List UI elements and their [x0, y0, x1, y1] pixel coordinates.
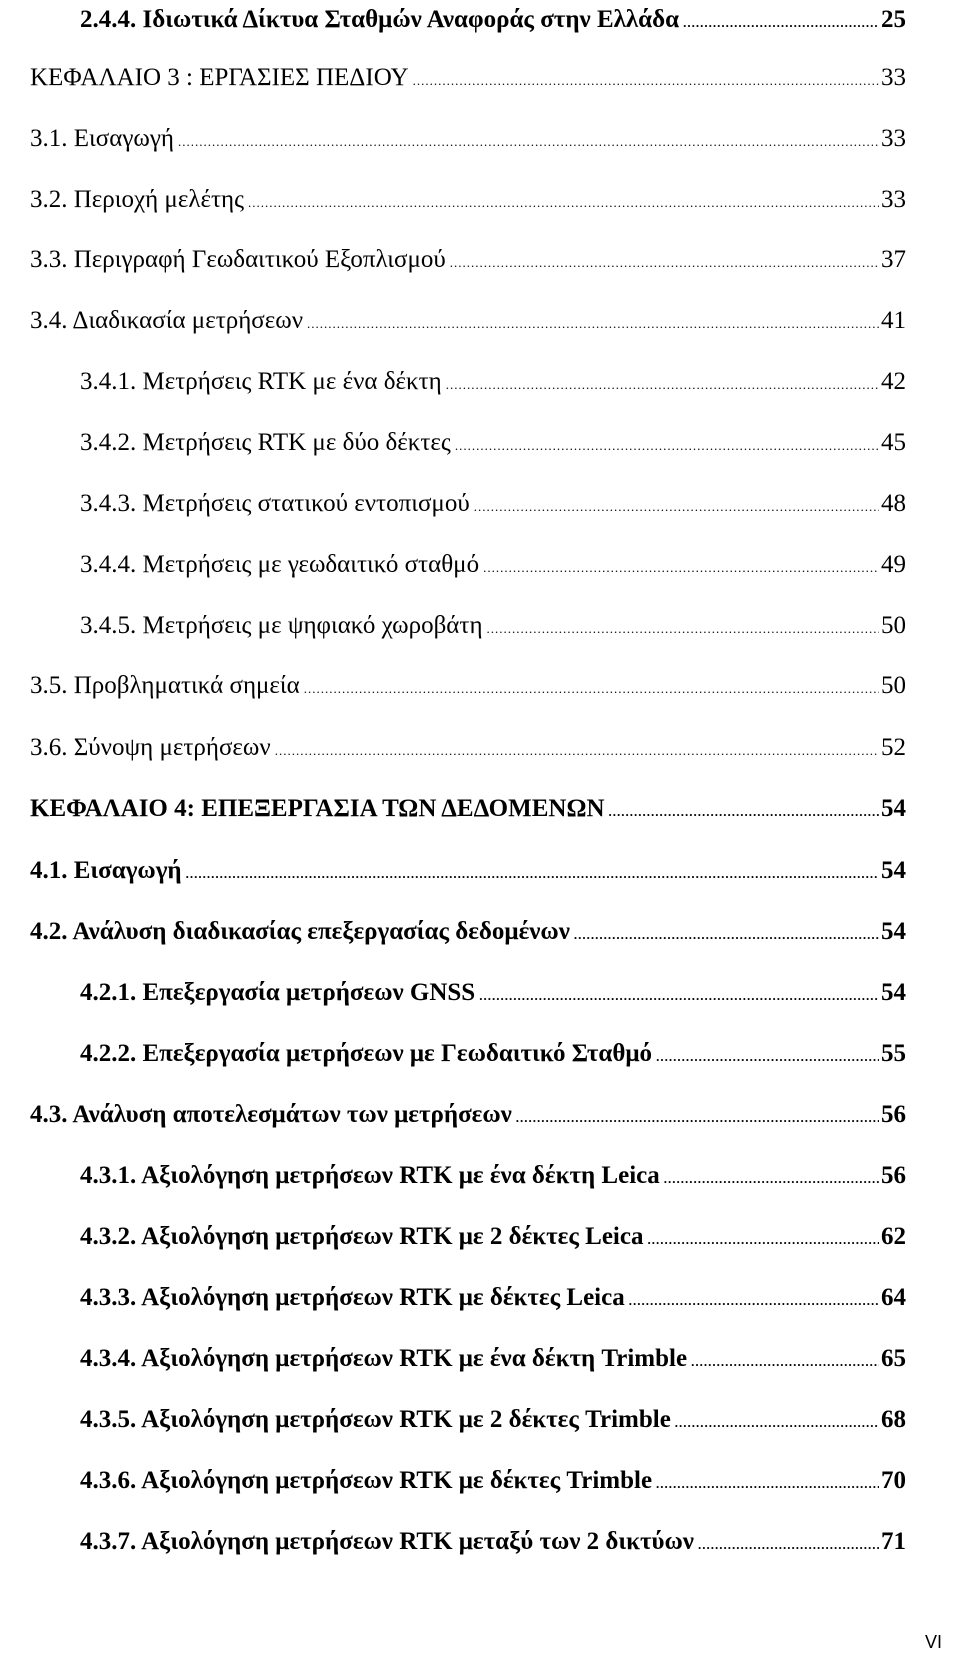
toc-entry-label: 3.6. Σύνοψη μετρήσεων — [30, 734, 271, 761]
toc-leader-dots — [698, 1525, 879, 1565]
toc-entry-label: 4.3.7. Αξιολόγηση μετρήσεων RTK μεταξύ των 2 δικτύων — [80, 1528, 694, 1555]
toc-leader-dots — [656, 1037, 879, 1077]
toc-leader-dots — [307, 304, 879, 344]
toc-entry-label: 4.2.1. Επεξεργασία μετρήσεων GNSS — [80, 979, 476, 1006]
toc-entry[interactable] — [80, 1156, 906, 1196]
toc-entry[interactable] — [30, 728, 906, 768]
toc-entry[interactable] — [30, 789, 906, 829]
toc-entry-page: 71 — [881, 1528, 906, 1555]
toc-entry-label: 3.4.2. Μετρήσεις RTK με δύο δέκτες — [80, 429, 451, 456]
toc-entry[interactable] — [80, 606, 906, 646]
toc-entry-page: 33 — [881, 125, 906, 152]
toc-entry[interactable] — [80, 423, 906, 463]
toc-entry-label: 4.2. Ανάλυση διαδικασίας επεξεργασίας δεδομένων — [30, 918, 570, 945]
toc-entry-label: 4.3.2. Αξιολόγηση μετρήσεων RTK με 2 δέκτες Leica — [80, 1223, 644, 1250]
toc-entry[interactable] — [80, 0, 906, 40]
toc-entry-page: 50 — [881, 672, 906, 699]
toc-entry-label: 3.3. Περιγραφή Γεωδαιτικού Εξοπλισμού — [30, 246, 446, 273]
toc-entry-page: 65 — [881, 1345, 906, 1372]
toc-entry[interactable] — [80, 1278, 906, 1318]
toc-leader-dots — [487, 609, 879, 649]
toc-leader-dots — [691, 1342, 879, 1382]
toc-entry[interactable] — [80, 1339, 906, 1379]
toc-leader-dots — [683, 3, 879, 43]
toc-leader-dots — [186, 854, 879, 894]
toc-leader-dots — [516, 1098, 879, 1138]
toc-entry-page: 56 — [881, 1162, 906, 1189]
toc-entry[interactable] — [30, 58, 906, 98]
toc-entry-page: 55 — [881, 1040, 906, 1067]
toc-leader-dots — [647, 1220, 879, 1260]
toc-entry-label: 3.4.5. Μετρήσεις με ψηφιακό χωροβάτη — [80, 612, 483, 639]
toc-entry-page: 54 — [881, 795, 906, 822]
toc-entry-label: ΚΕΦΑΛΑΙΟ 3 : ΕΡΓΑΣΙΕΣ ΠΕΔΙΟΥ — [30, 64, 409, 91]
toc-entry-page: 37 — [881, 246, 906, 273]
toc-leader-dots — [446, 365, 879, 405]
toc-entry[interactable] — [30, 119, 906, 159]
toc-leader-dots — [675, 1403, 879, 1443]
toc-entry-label: 4.3.4. Αξιολόγηση μετρήσεων RTK με ένα δέκτη Trimble — [80, 1345, 688, 1372]
toc-entry-page: 49 — [881, 551, 906, 578]
toc-entry[interactable] — [30, 1095, 906, 1135]
toc-leader-dots — [479, 976, 879, 1016]
toc-entry-label: 3.4.4. Μετρήσεις με γεωδαιτικό σταθμό — [80, 551, 480, 578]
toc-leader-dots — [304, 669, 879, 709]
toc-entry[interactable] — [80, 1522, 906, 1562]
toc-leader-dots — [574, 915, 879, 955]
toc-entry-label: 4.3.3. Αξιολόγηση μετρήσεων RTK με δέκτες Leica — [80, 1284, 625, 1311]
toc-leader-dots — [483, 548, 879, 588]
toc-entry-page: 41 — [881, 307, 906, 334]
toc-entry[interactable] — [30, 851, 906, 891]
toc-entry-page: 25 — [881, 6, 906, 33]
toc-entry-label: 2.4.4. Ιδιωτικά Δίκτυα Σταθμών Αναφοράς στην Ελλάδα — [80, 6, 680, 33]
toc-leader-dots — [629, 1281, 879, 1321]
toc-entry-page: 50 — [881, 612, 906, 639]
toc-entry[interactable] — [80, 362, 906, 402]
toc-entry-label: 3.4.3. Μετρήσεις στατικού εντοπισμού — [80, 490, 470, 517]
toc-entry[interactable] — [30, 912, 906, 952]
toc-entry-label: ΚΕΦΑΛΑΙΟ 4: ΕΠΕΞΕΡΓΑΣΙΑ ΤΩΝ ΔΕΔΟΜΕΝΩΝ — [30, 795, 605, 822]
toc-entry-page: 52 — [881, 734, 906, 761]
toc-entry-page: 64 — [881, 1284, 906, 1311]
toc-entry[interactable] — [80, 973, 906, 1013]
toc-entry-page: 33 — [881, 186, 906, 213]
toc-entry-page: 70 — [881, 1467, 906, 1494]
toc-entry-label: 3.4.1. Μετρήσεις RTK με ένα δέκτη — [80, 368, 442, 395]
toc-leader-dots — [656, 1464, 879, 1504]
toc-entry[interactable] — [30, 240, 906, 280]
toc-entry-page: 54 — [881, 857, 906, 884]
toc-entry-label: 4.3. Ανάλυση αποτελεσμάτων των μετρήσεων — [30, 1101, 512, 1128]
toc-entry-label: 4.2.2. Επεξεργασία μετρήσεων με Γεωδαιτικό Σταθμό — [80, 1040, 653, 1067]
toc-entry-label: 4.1. Εισαγωγή — [30, 857, 182, 884]
toc-leader-dots — [178, 122, 879, 162]
toc-leader-dots — [275, 731, 879, 771]
toc-entry-label: 4.3.1. Αξιολόγηση μετρήσεων RTK με ένα δέκτη Leica — [80, 1162, 660, 1189]
toc-leader-dots — [609, 792, 879, 832]
toc-entry-label: 3.1. Εισαγωγή — [30, 125, 174, 152]
toc-entry-page: 45 — [881, 429, 906, 456]
toc-leader-dots — [450, 243, 879, 283]
toc-entry[interactable] — [80, 545, 906, 585]
toc-entry-label: 3.4. Διαδικασία μετρήσεων — [30, 307, 304, 334]
toc-leader-dots — [664, 1159, 879, 1199]
toc-entry[interactable] — [30, 180, 906, 220]
toc-leader-dots — [413, 61, 879, 101]
toc-entry-page: 48 — [881, 490, 906, 517]
toc-entry-label: 4.3.6. Αξιολόγηση μετρήσεων RTK με δέκτες Trimble — [80, 1467, 653, 1494]
toc-entry[interactable] — [80, 1034, 906, 1074]
toc-entry[interactable] — [80, 1400, 906, 1440]
toc-entry-page: 33 — [881, 64, 906, 91]
toc-entry-page: 54 — [881, 918, 906, 945]
toc-entry-page: 54 — [881, 979, 906, 1006]
toc-entry-page: 56 — [881, 1101, 906, 1128]
toc-leader-dots — [455, 426, 879, 466]
toc-entry-label: 3.5. Προβληματικά σημεία — [30, 672, 300, 699]
toc-entry[interactable] — [30, 301, 906, 341]
toc-entry-page: 42 — [881, 368, 906, 395]
toc-entry-page: 62 — [881, 1223, 906, 1250]
toc-entry[interactable] — [30, 666, 906, 706]
toc-entry-label: 4.3.5. Αξιολόγηση μετρήσεων RTK με 2 δέκτες Trimble — [80, 1406, 671, 1433]
toc-entry-label: 3.2. Περιοχή μελέτης — [30, 186, 244, 213]
toc-entry[interactable] — [80, 484, 906, 524]
toc-leader-dots — [248, 183, 879, 223]
toc-leader-dots — [474, 487, 879, 527]
toc-entry-page: 68 — [881, 1406, 906, 1433]
toc-entry[interactable] — [80, 1461, 906, 1501]
toc-entry[interactable] — [80, 1217, 906, 1257]
footer-page-number: VI — [924, 1632, 942, 1652]
